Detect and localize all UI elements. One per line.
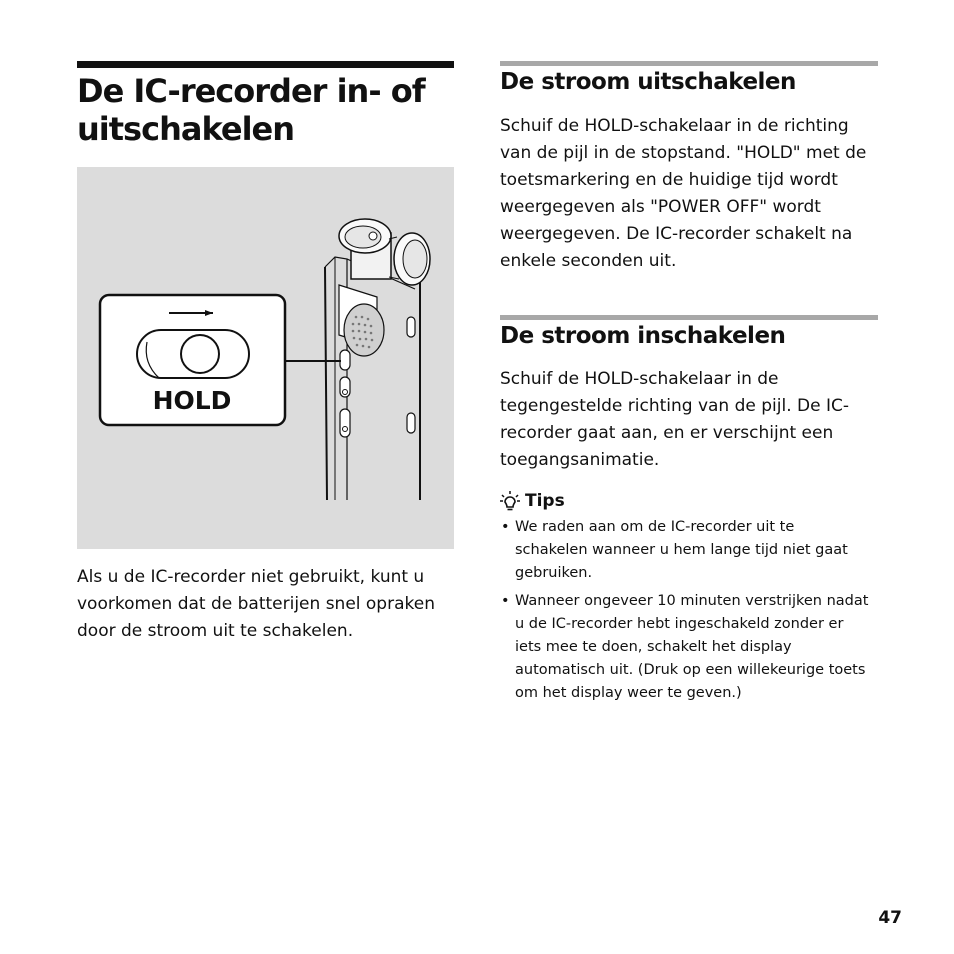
page-number: 47 xyxy=(878,908,902,928)
bullet: • xyxy=(501,519,510,535)
page-title: De IC-recorder in- of uitschakelen xyxy=(77,72,425,148)
list-item xyxy=(500,590,870,705)
body-power-on: Schuif de HOLD-schakelaar in de tegengestelde richting van de pijl. De IC-recorder gaat aan, en er verschijnt een toegangsanimatie. xyxy=(500,369,849,470)
hold-label: HOLD xyxy=(152,386,232,415)
figure-caption: Als u de IC-recorder niet gebruikt, kunt u voorkomen dat de batterijen snel opraken door de stroom uit te schakelen. xyxy=(77,567,435,641)
body-power-off: Schuif de HOLD-schakelaar in de richting van de pijl in de stopstand. "HOLD" met de toetsmarkering en de huidige tijd wordt weergegeven als "POWER OFF" wordt weergegeven. De IC-recorder schakelt na enkele seconden uit. xyxy=(500,116,867,271)
tip-text: Wanneer ongeveer 10 minuten verstrijken nadat u de IC-recorder hebt ingeschakeld zonder er iets mee te doen, schakelt het display automatisch uit. (Druk op een willekeurige toets om het display weer te geven.) xyxy=(515,593,869,701)
section-rule-off xyxy=(500,61,878,66)
tips-header xyxy=(500,488,565,514)
title-rule xyxy=(77,61,454,68)
lightbulb-icon xyxy=(500,490,520,512)
tips-list xyxy=(500,516,870,710)
tip-text: We raden aan om de IC-recorder uit te schakelen wanneer u hem lange tijd niet gaat gebruiken. xyxy=(515,519,848,581)
heading-power-off: De stroom uitschakelen xyxy=(500,69,796,95)
hold-switch-illustration xyxy=(77,167,454,549)
bullet: • xyxy=(501,593,510,609)
tips-heading: Tips xyxy=(525,491,565,511)
list-item xyxy=(500,516,870,585)
section-rule-on xyxy=(500,315,878,320)
heading-power-on: De stroom inschakelen xyxy=(500,323,786,349)
recorder-drawing xyxy=(77,167,454,549)
